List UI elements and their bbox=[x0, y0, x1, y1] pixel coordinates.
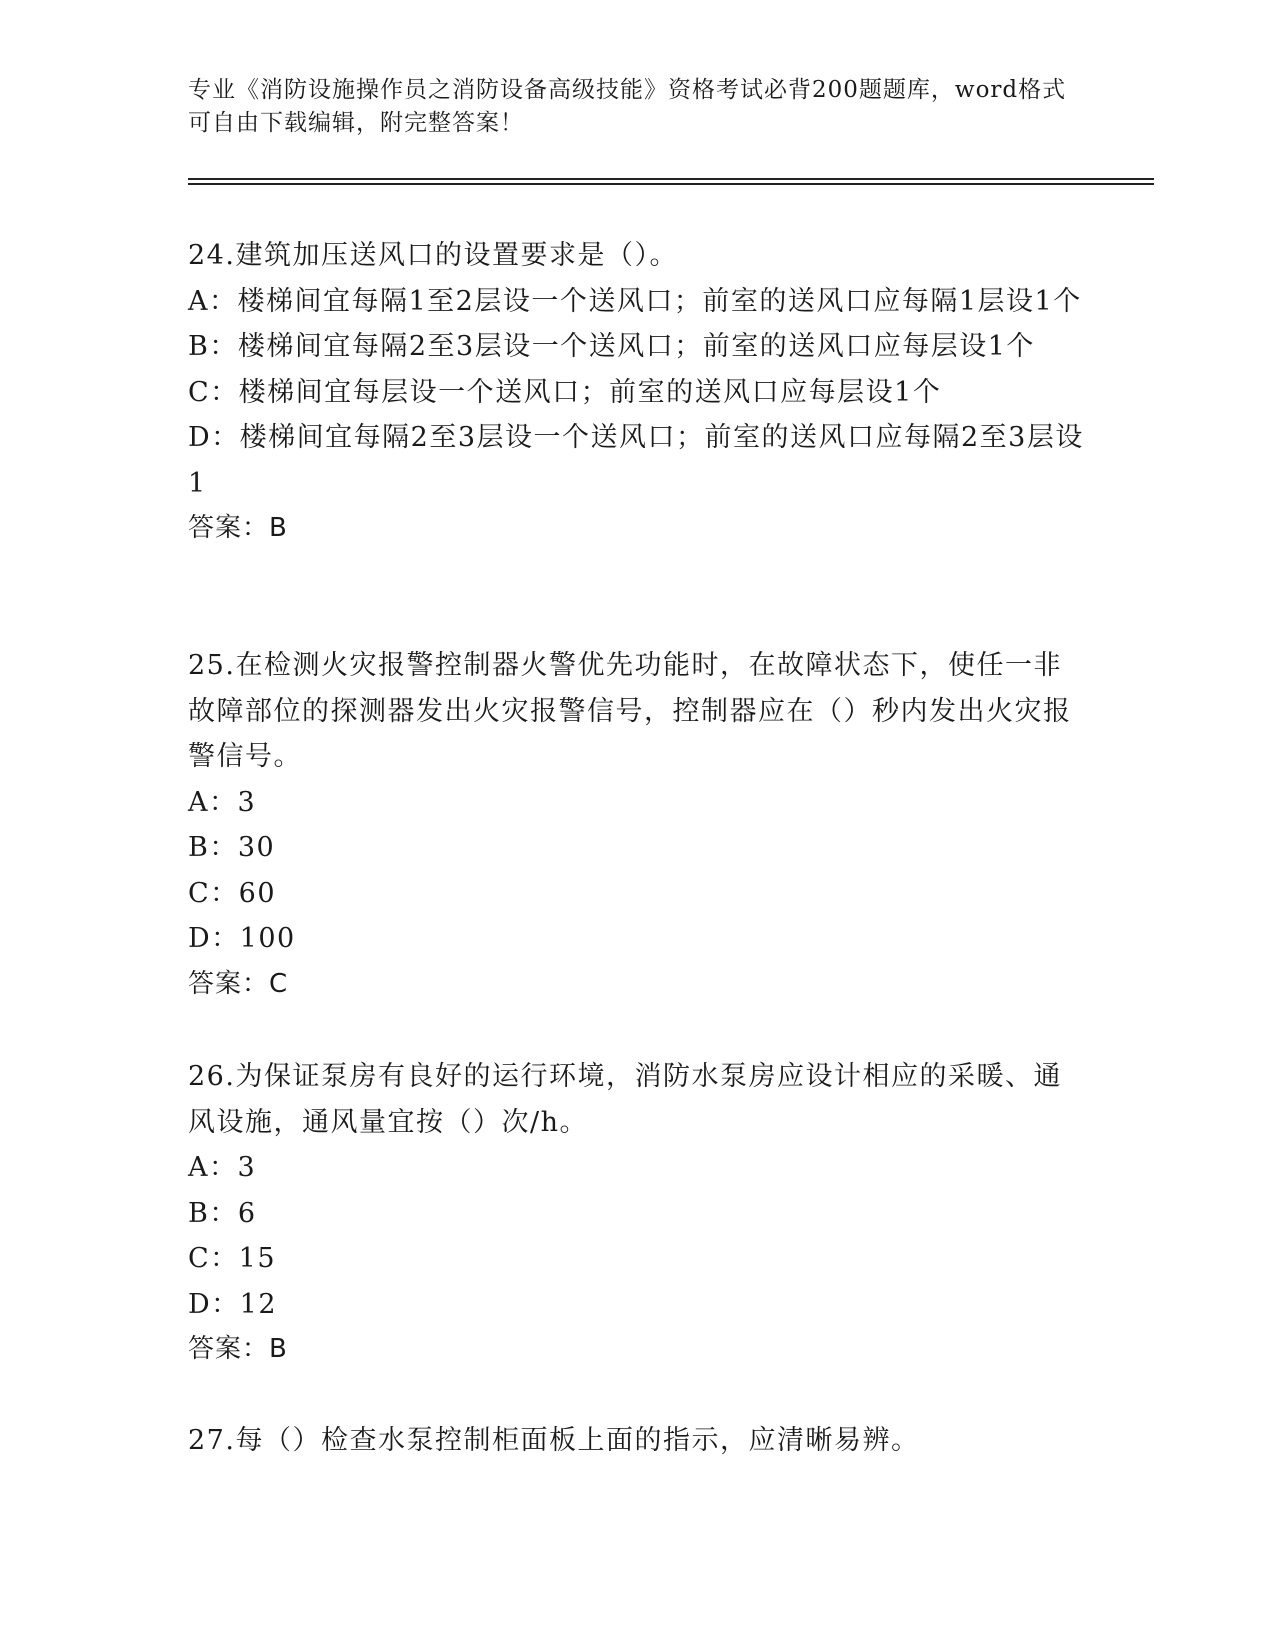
question-26 bbox=[188, 1054, 1088, 1373]
question-24 bbox=[188, 233, 1088, 552]
answer: 答案：B bbox=[188, 1334, 288, 1364]
question-stem: 26.为保证泵房有良好的运行环境，消防水泵房应设计相应的采暖、通风设施，通风量宜按（）次/h。 bbox=[188, 1061, 1062, 1138]
option-a: A：3 bbox=[188, 1152, 257, 1183]
option-c: C：楼梯间宜每层设一个送风口；前室的送风口应每层设1个 bbox=[188, 376, 942, 408]
option-b: B：楼梯间宜每隔2至3层设一个送风口；前室的送风口应每层设1个 bbox=[188, 331, 1035, 362]
question-25 bbox=[188, 643, 1088, 1007]
header-divider-top bbox=[188, 178, 1154, 180]
option-a: A：3 bbox=[188, 786, 257, 818]
header-divider-bottom bbox=[188, 183, 1154, 185]
question-stem: 24.建筑加压送风口的设置要求是（）。 bbox=[188, 240, 678, 271]
answer: 答案：B bbox=[188, 513, 288, 543]
option-b: B：30 bbox=[188, 832, 276, 863]
document-header: 专业《消防设施操作员之消防设备高级技能》资格考试必背200题题库，word格式可自由下载编辑，附完整答案！ bbox=[188, 77, 1067, 136]
question-stem: 27.每（）检查水泵控制柜面板上面的指示，应清晰易辨。 bbox=[188, 1425, 920, 1456]
option-c: C：15 bbox=[188, 1243, 277, 1274]
question-27 bbox=[188, 1418, 1088, 1464]
option-d: D：100 bbox=[188, 923, 296, 954]
option-d: D：12 bbox=[188, 1288, 278, 1320]
option-d: D：楼梯间宜每隔2至3层设一个送风口；前室的送风口应每隔2至3层设1 bbox=[188, 422, 1084, 499]
option-b: B：6 bbox=[188, 1197, 257, 1229]
question-stem: 25.在检测火灾报警控制器火警优先功能时，在故障状态下，使任一非故障部位的探测器发出火灾报警信号，控制器应在（）秒内发出火灾报警信号。 bbox=[188, 650, 1072, 772]
option-c: C：60 bbox=[188, 877, 277, 909]
answer: 答案：C bbox=[188, 968, 289, 999]
option-a: A：楼梯间宜每隔1至2层设一个送风口；前室的送风口应每隔1层设1个 bbox=[188, 285, 1082, 317]
